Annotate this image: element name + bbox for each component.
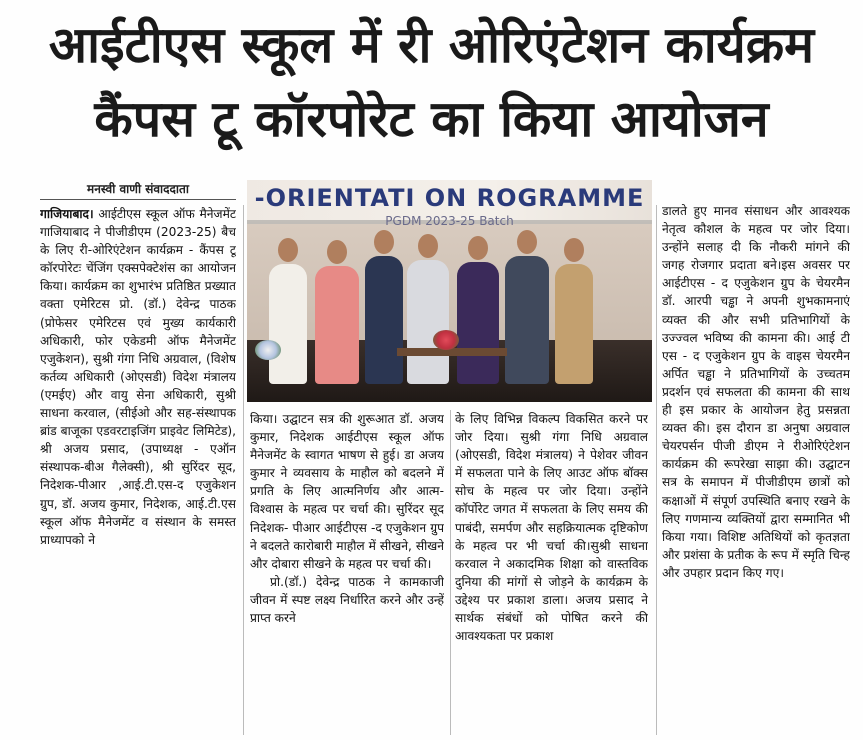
article-column-4	[662, 202, 850, 735]
flower-bouquet	[433, 330, 459, 350]
byline-rule	[40, 199, 236, 200]
event-photo	[247, 180, 652, 402]
banner-text: -ORIENTATI ON ROGRAMME	[254, 184, 645, 212]
person-head	[278, 238, 298, 262]
person-head	[468, 236, 488, 260]
column-divider	[450, 410, 451, 735]
headline-line-2: कैंपस टू कॉरपोरेट का किया आयोजन	[94, 90, 769, 148]
person-figure	[269, 264, 307, 384]
dateline-place: गाजियाबाद।	[40, 207, 94, 221]
column-divider	[243, 205, 244, 735]
column-2-paragraph-2: प्रो.(डॉ.) देवेन्द्र पाठक ने कामकाजी जीवन में स्पष्ट लक्ष्य निर्धारित करने और उन्हें प्राप्त करने	[250, 574, 444, 626]
column-4-text: डालते हुए मानव संसाधन और आवश्यक नेतृत्व कौशल के महत्व पर जोर दिया। उन्होंने सलाह दी कि नौकरी मांगने की जगह रोजगार प्रदाता बने।इस अवसर पर आईटीएस - द एजुकेशन ग्रुप के चेयरमैन डॉ. आरपी चड्ढा ने अपनी शुभकामनाएं व्यक्त की और सभी प्रतिभागियों के उज्ज्वल भविष्य की कामना की। आई टी एस - द एजुकेशन ग्रुप के वाइस चेयरमैन अर्पित चड्ढा ने प्रतिभागियों के उच्चतम प्रदर्शन एवं सफलता की कामना की साथ ही इस प्रकार के आयोजन हेतु प्रसन्नता व्यक्त की। इस दौरान डा अनुषा अग्रवाल चेयरपर्सन पीजी डीएम ने रीओरिएंटेशन कार्यक्रम की रूपरेखा साझा की। उद्घाटन सत्र के समापन में पीजीडीएम छात्रों को कक्षाओं में संपूर्ण उपस्थिति बनाए रखने के लिए गणमान्य व्यक्तियों द्वारा सम्मानित भी किया गया। विशिष्ट अतिथियों को कृतज्ञता और प्रशंसा के प्रतीक के रूप में स्मृति चिन्ह और उपहार प्रदान किए गए।	[662, 204, 850, 580]
person-head	[327, 240, 347, 264]
article-column-3	[455, 410, 648, 735]
column-divider	[656, 205, 657, 735]
column-2-paragraph-1: किया। उद्घाटन सत्र की शुरूआत डॉ. अजय कुमार, निदेशक आईटीएस स्कूल ऑफ मैनेजमेंट के स्वागत भाषण से हुई। डा अजय कुमार ने व्यवसाय के माहौल को बदलने में प्रगति के लिए आत्मनिर्णय और आत्म-विश्वास के महत्व पर चर्चा की। सुरिंदर सूद निदेशक- पीआर आईटीएस -द एजुकेशन ग्रुप ने बदलते कारोबारी माहौल में सीखने, सीखने और दोबारा सीखने के महत्व पर चर्चा की।	[250, 412, 444, 571]
banner-subtext: PGDM 2023-25 Batch	[385, 214, 514, 228]
person-figure	[457, 262, 499, 384]
person-head	[374, 230, 394, 254]
article-column-1	[40, 205, 236, 735]
byline: मनस्वी वाणी संवाददाता	[87, 182, 189, 196]
column-3-text: के लिए विभिन्न विकल्प विकसित करने पर जोर दिया। सुश्री गंगा निधि अग्रवाल (ओएसडी, विदेश मंत्रालय) ने पेशेवर जीवन में सफलता पाने के लिए आउट ऑफ बॉक्स सोच के महत्व पर जोर दिया। उन्होंने कॉर्पोरेट जगत में सफलता के लिए समय की पाबंदी, समर्पण और सहक्रियात्मक दृष्टिकोण के महत्व पर भी चर्चा की।सुश्री साधना करवाल ने अकादमिक शिक्षा को वास्तविक दुनिया की मांगों से जोड़ने के कार्यक्रम के उद्देश्य पर प्रकाश डाला। अजय प्रसाद ने सार्थक संबंधों को पोषित करने की आवश्यकता पर प्रकाश	[455, 412, 648, 644]
person-figure	[365, 256, 403, 384]
person-head	[517, 230, 537, 254]
person-head	[418, 234, 438, 258]
flower-bouquet	[255, 340, 281, 360]
headline-line-1: आईटीएस स्कूल में री ओरिएंटेशन कार्यक्रम	[48, 16, 815, 74]
column-1-text: आईटीएस स्कूल ऑफ मैनेजमेंट गाजियाबाद ने पीजीडीएम (2023-25) बैच के लिए री-ओरिएंटेशन कार्यक्रम - कैंपस टू कॉरपोरेटः चेंजिंग एक्सपेक्टेशंस का आयोजन किया। कार्यक्रम का शुभारंभ प्रतिष्ठित प्रख्यात वक्ता एमेरिटस प्रो. (डॉ.) देवेन्द्र पाठक (प्रोफेसर एमेरिटस एवं मुख्य कार्यकारी अधिकारी, फोर एकेडमी ऑफ मैनेजमेंट एजुकेशन), सुश्री गंगा निधि अग्रवाल, (विशेष कर्तव्य अधिकारी (ओएसडी) विदेश मंत्रालय (एमईए) और वायु सेना अधिकारी, सुश्री साधना करवाल, (सीईओ और सह-संस्थापक ब्रांड बाजूका एडवरटाइजिंग प्राइवेट लिमिटेड), श्री अजय प्रसाद, (उपाध्यक्ष - एऑन संस्थापक-बीअ गैलेक्सी), श्री सुरिंदर सूद, निदेशक-पीआर ,आई.टी.एस-द एजुकेशन ग्रुप, डॉ. अजय कुमार, निदेशक, आई.टी.एस स्कूल ऑफ मैनेजमेंट व संस्थान के समस्त प्राध्यापको ने	[40, 207, 236, 547]
person-figure	[555, 264, 593, 384]
person-figure	[315, 266, 359, 384]
person-figure	[505, 256, 549, 384]
person-head	[564, 238, 584, 262]
stage-table	[397, 348, 507, 356]
article-column-2	[250, 410, 444, 735]
person-figure	[407, 260, 449, 384]
